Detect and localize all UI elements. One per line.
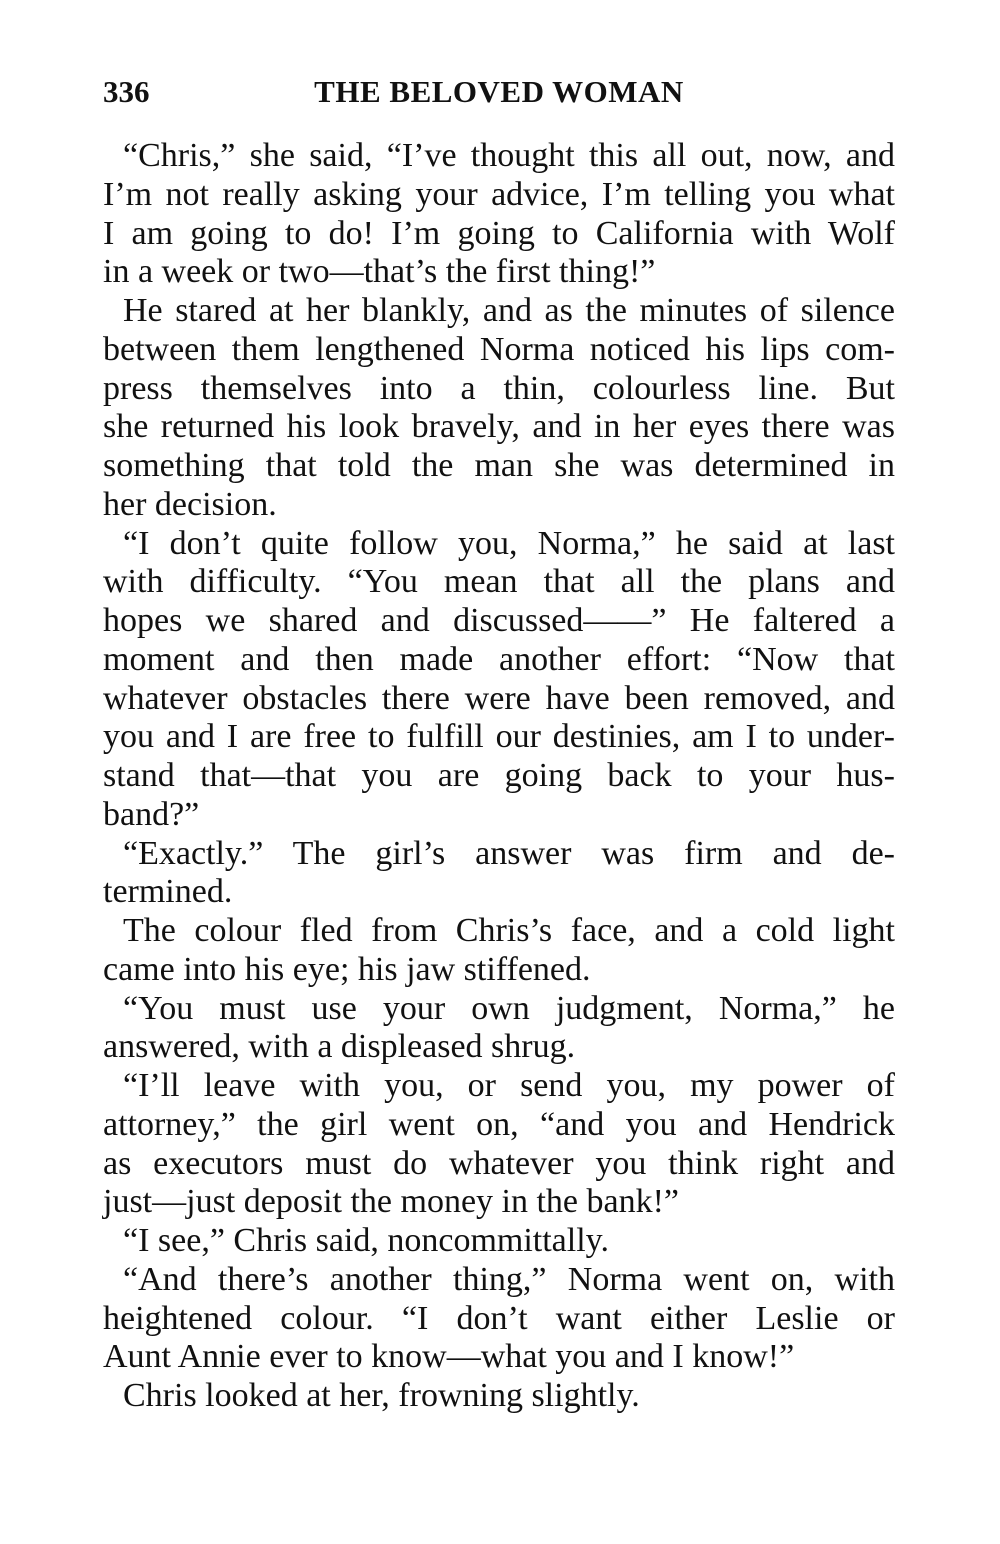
text-line: The colour fled from Chris’s face, and a cold light (123, 912, 895, 949)
paragraph (103, 1261, 895, 1377)
text-line: Aunt Annie ever to know—what you and I know!” (103, 1338, 795, 1376)
text-line: “Exactly.” The girl’s answer was firm and de- (123, 834, 895, 872)
text-line: I’m not really asking your advice, I’m telling you what (103, 175, 895, 213)
text-line: termined. (103, 873, 233, 911)
text-line: He stared at her blankly, and as the minutes of silence (123, 292, 895, 329)
paragraph (103, 292, 895, 525)
text-line: “I see,” Chris said, noncommittally. (123, 1222, 609, 1259)
text-line: “You must use your own judgment, Norma,” he (123, 989, 895, 1027)
text-line: between them lengthened Norma noticed his lips com- (103, 330, 895, 368)
text-line: I am going to do! I’m going to California with Wolf (103, 214, 895, 252)
paragraph (103, 1067, 895, 1222)
text-line: with difficulty. “You mean that all the plans and (103, 563, 895, 601)
text-line: press themselves into a thin, colourless line. But (103, 369, 895, 407)
text-line: answered, with a displeased shrug. (103, 1028, 576, 1066)
text-line: moment and then made another effort: “Now that (103, 640, 895, 678)
text-line: “I don’t quite follow you, Norma,” he said at last (123, 524, 895, 562)
text-line: in a week or two—that’s the first thing!” (103, 253, 656, 291)
text-line: “And there’s another thing,” Norma went on, with (123, 1260, 895, 1298)
paragraph (103, 525, 895, 835)
text-line: heightened colour. “I don’t want either Leslie or (103, 1299, 895, 1337)
text-line: as executors must do whatever you think right and (103, 1144, 895, 1182)
page-header (103, 74, 895, 114)
text-line: hopes we shared and discussed——” He faltered a (103, 602, 895, 639)
text-line: “I’ll leave with you, or send you, my power of (123, 1067, 895, 1104)
running-title: THE BELOVED WOMAN (314, 74, 684, 109)
body-text (103, 137, 895, 1416)
text-line: whatever obstacles there were have been removed, and (103, 679, 895, 717)
text-line: came into his eye; his jaw stiffened. (103, 950, 591, 988)
paragraph (103, 137, 895, 292)
paragraph (103, 1222, 895, 1261)
text-line: attorney,” the girl went on, “and you and Hendrick (103, 1105, 895, 1143)
text-line: you and I are free to fulfill our destinies, am I to under- (103, 718, 895, 756)
text-line: band?” (103, 795, 200, 833)
page-number: 336 (103, 74, 150, 109)
paragraph (103, 990, 895, 1068)
text-line: Chris looked at her, frowning slightly. (123, 1377, 640, 1414)
paragraph (103, 835, 895, 913)
text-line: just—just deposit the money in the bank!” (103, 1183, 680, 1221)
text-line: “Chris,” she said, “I’ve thought this all out, now, and (123, 137, 895, 174)
paragraph (103, 912, 895, 990)
text-line: stand that—that you are going back to your hus- (103, 757, 895, 794)
text-line: she returned his look bravely, and in her eyes there was (103, 408, 895, 446)
paragraph (103, 1377, 895, 1416)
text-line: something that told the man she was determined in (103, 447, 895, 484)
text-line: her decision. (103, 485, 277, 523)
